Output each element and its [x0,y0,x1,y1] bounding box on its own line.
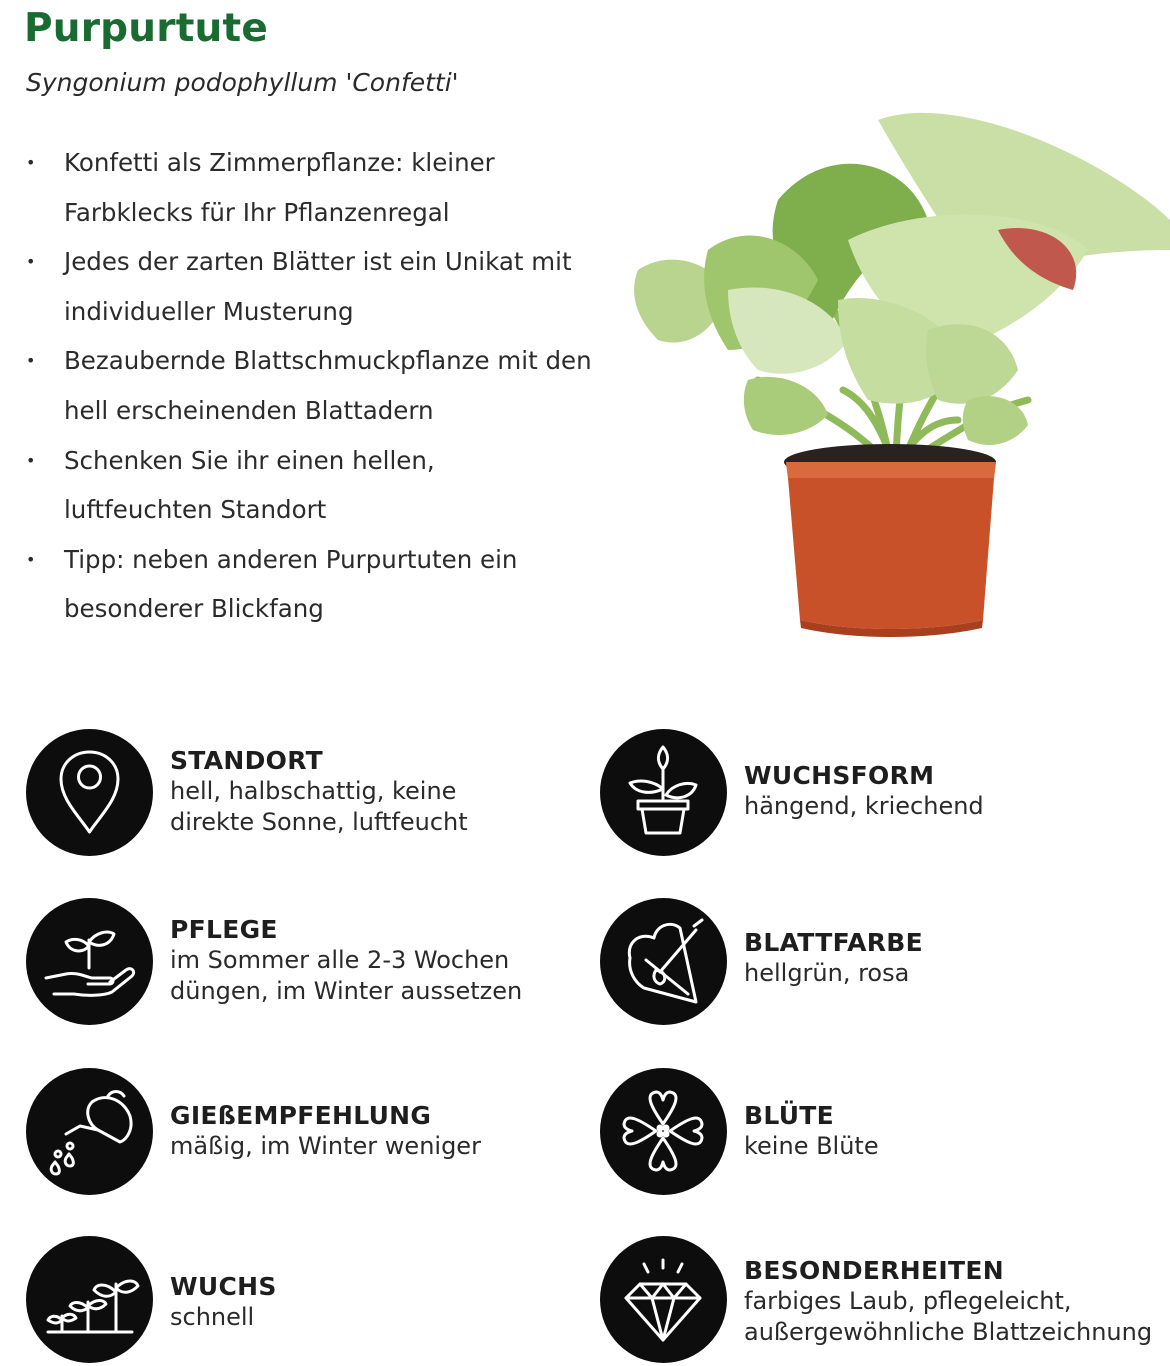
diamond-icon [600,1236,727,1363]
feature-title: STANDORT [170,746,323,775]
feature-value: hell, halbschattig, keine [170,777,457,805]
feature-value: düngen, im Winter aussetzen [170,977,523,1005]
bullet-text: Bezaubernde Blattschmuckpflanze mit den [64,346,592,376]
feature-title: WUCHS [170,1272,277,1301]
hand-seedling-icon [26,898,153,1025]
bullet-dot: • [26,153,36,172]
feature-blattfarbe [600,898,1160,1028]
feature-bluete [600,1068,1160,1198]
flower-icon [600,1068,727,1195]
feature-value: keine Blüte [744,1132,879,1160]
bullet-text: individueller Musterung [64,296,354,326]
feature-title: BLATTFARBE [744,928,924,957]
page-title: Purpurtute [24,6,268,51]
bullet-item [24,535,624,634]
feature-pflege [26,898,586,1028]
bullet-dot: • [26,351,36,371]
feature-value: im Sommer alle 2-3 Wochen [170,946,510,974]
feature-title: WUCHSFORM [744,761,935,790]
bullet-item [24,138,624,237]
feature-standort [26,729,586,859]
location-pin-icon [26,729,153,856]
feature-value: schnell [170,1303,255,1331]
feature-wuchs [26,1236,586,1366]
feature-value: hellgrün, rosa [744,959,910,987]
bullet-dot: • [26,549,36,569]
feature-title: GIEßEMPFEHLUNG [170,1101,432,1130]
bullet-text: hell erscheinenden Blattadern [64,395,434,425]
feature-bullet-list [24,138,624,634]
bullet-item [24,336,624,435]
bullet-item [24,436,624,535]
bullet-text: Jedes der zarten Blätter ist ein Unikat mit [64,247,572,277]
feature-value: mäßig, im Winter weniger [170,1132,481,1160]
feature-besonderheiten [600,1236,1160,1366]
feature-value: direkte Sonne, luftfeucht [170,808,468,836]
potted-plant-icon [600,729,727,856]
bullet-text: Farbklecks für Ihr Pflanzenregal [64,197,450,227]
bullet-text: luftfeuchten Standort [64,495,327,525]
feature-title: BLÜTE [744,1101,835,1130]
feature-giessempfehlung [26,1068,586,1198]
bullet-dot: • [26,252,36,272]
bullet-text: Konfetti als Zimmerpflanze: kleiner [64,148,495,177]
watering-can-icon [26,1068,153,1195]
bullet-item [24,237,624,336]
feature-title: PFLEGE [170,915,278,944]
product-plant-image [628,100,1170,640]
botanical-name: Syngonium podophyllum 'Confetti' [26,68,459,97]
feature-value: farbiges Laub, pflegeleicht, [744,1287,1072,1315]
feature-value: außergewöhnliche Blattzeichnung [744,1318,1153,1346]
feature-value: hängend, kriechend [744,792,984,820]
growing-plants-icon [26,1236,153,1363]
feature-title: BESONDERHEITEN [744,1256,1004,1285]
feature-wuchsform [600,729,1160,859]
leaf-paintbrush-icon [600,898,727,1025]
bullet-text: Schenken Sie ihr einen hellen, [64,445,435,475]
bullet-text: besonderer Blickfang [64,594,324,624]
bullet-text: Tipp: neben anderen Purpurtuten ein [64,544,518,574]
bullet-dot: • [26,450,36,470]
